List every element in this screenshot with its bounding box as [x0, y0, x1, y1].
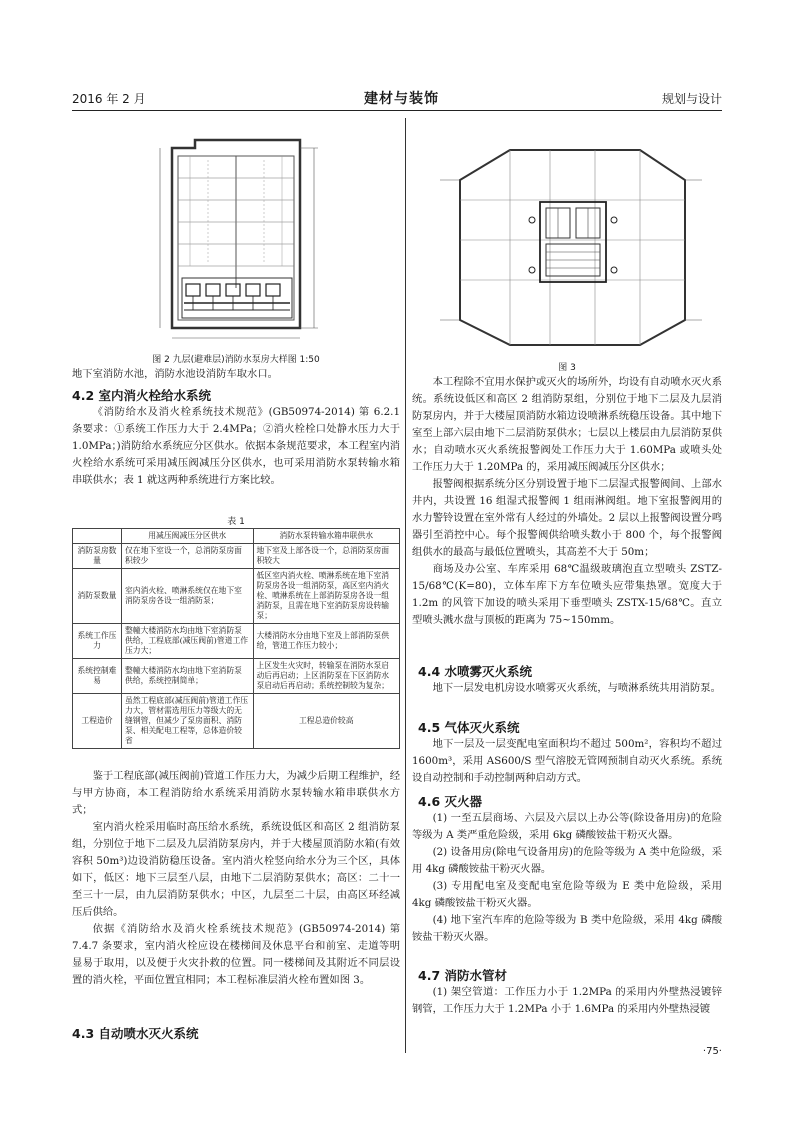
right-text-4-4	[412, 680, 722, 697]
table-corner	[73, 529, 122, 544]
paragraph: (3) 专用配电室及变配电室危险等级为 E 类中危险级，采用 4kg 磷酸铵盐干粉灭火器。	[412, 880, 722, 909]
table-1	[72, 528, 400, 749]
paragraph: (4) 地下室汽车库的危险等级为 B 类中危险级，采用 4kg 磷酸铵盐干粉灭火器。	[412, 914, 722, 943]
table-row	[73, 544, 400, 569]
table-row	[73, 694, 400, 749]
paragraph: (1) 架空管道：工作压力小于 1.2MPa 的采用内外壁热浸镀锌钢管，工作压力大于 1.2MPa 小于 1.6MPa 的采用内外壁热浸镀	[412, 986, 722, 1015]
section-heading-4-6: 4.6 灭火器	[418, 794, 482, 809]
table-cell: 大楼消防水分由地下室及上部消防泵供给，管道工作压力较小；	[253, 624, 400, 659]
figure-2-caption: 图 2 九层(避难层)消防水泵房大样图 1:50	[152, 355, 320, 365]
paragraph: 依据《消防给水及消火栓系统技术规范》(GB50974-2014) 第 7.4.7 条要求，室内消火栓应设在楼梯间及休息平台和前室、走道等明显易于取用，以及便于火灾扑救的位置。同一楼梯间及其附近不同层设置的消火栓，平面位置宜相同；本工程标准层消火栓布置如图 3。	[72, 923, 400, 986]
table-header-col1: 用减压阀减压分区供水	[122, 529, 254, 544]
left-text-after-table	[72, 768, 400, 989]
left-text-4-2	[72, 404, 400, 489]
table-cell: 工程总造价较高	[253, 694, 400, 749]
right-text-4-3	[412, 374, 722, 629]
paragraph: 本工程除不宜用水保护或灭火的场所外，均设有自动喷水灭火系统。系统设低区和高区 2 组消防泵组，分别位于地下二层及九层消防泵房内，并于大楼屋顶消防水箱边设喷淋系统稳压设备。其中地下室至上部六层由地下二层消防泵供水；七层以上楼层由九层消防泵供水；自动喷水灭火系统报警阀处工作压力大于 1.60MPa 或喷头处工作压力大于 1.20MPa 的，采用减压阀减压分区供水；	[412, 376, 722, 473]
paragraph: 地下室消防水池，消防水池设消防车取水口。	[72, 368, 278, 380]
table-cell: 整幢大楼消防水均由地下室消防泵供给，系统控制简单；	[122, 659, 254, 694]
right-text-4-7	[412, 984, 722, 1018]
right-text-4-5	[412, 736, 722, 787]
section-heading-4-4: 4.4 水喷雾灭火系统	[418, 664, 532, 679]
page-number: ·75·	[702, 1046, 722, 1057]
table-cell: 室内消火栓、喷淋系统仅在地下室消防泵房各设一组消防泵；	[122, 569, 254, 624]
table-row-label: 系统控制难易	[73, 659, 122, 694]
paragraph: 商场及办公室、车库采用 68℃温级玻璃泡直立型喷头 ZSTZ-15/68℃(K=80)，立体车库下方车位喷头应带集热罩。宽度大于 1.2m 的风管下加设的喷头采用下垂型喷头 ZSTX-15/68℃。直立型喷头溅水盘与顶板的距离为 75~150mm。	[412, 563, 722, 626]
table-cell: 虽然工程底部(减压阀前)管道工作压力大，管材需选用压力等级大的无缝钢管，但减少了泵房面积、消防泵、相关配电工程等，总体造价较省	[122, 694, 254, 749]
header-date: 2016 年 2 月	[72, 92, 146, 106]
paragraph: (2) 设备用房(除电气设备用房)的危险等级为 A 类中危险级，采用 4kg 磷酸铵盐干粉灭火器。	[412, 846, 722, 875]
right-text-4-6	[412, 810, 722, 946]
paragraph: (1) 一至五层商场、六层及六层以上办公等(除设备用房)的危险等级为 A 类严重危险级，采用 6kg 磷酸铵盐干粉灭火器。	[412, 812, 722, 841]
paragraph: 地下一层发电机房设水喷雾灭火系统，与喷淋系统共用消防泵。	[432, 682, 721, 694]
table-cell: 整幢大楼消防水均由地下室消防泵供给，工程底部(减压阀前)管道工作压力大；	[122, 624, 254, 659]
table-cell: 仅在地下室设一个，总消防泵房面积较少	[122, 544, 254, 569]
table-row	[73, 624, 400, 659]
column-divider	[405, 118, 406, 1053]
section-heading-4-3: 4.3 自动喷水灭火系统	[72, 1026, 199, 1041]
table-row	[73, 569, 400, 624]
paragraph: 报警阀根据系统分区分别设置于地下二层湿式报警阀间、上部水井内，共设置 16 组湿式报警阀 1 组雨淋阀组。地下室报警阀用的水力警铃设置在室外常有人经过的外墙处。2 层以上报警阀设置分鸣器引至消控中心。每个报警阀供给喷头数小于 800 个，每个报警阀组供水的最高与最低位置喷头，其高差不大于 50m；	[412, 478, 722, 558]
table-row	[73, 659, 400, 694]
paragraph: 地下一层及一层变配电室面积均不超过 500m²，容积均不超过 1600m³，采用 AS600/S 型气溶胶无管网预制自动灭火系统。系统设自动控制和手动控制两种启动方式。	[412, 738, 722, 784]
paragraph: 鉴于工程底部(减压阀前)管道工作压力大，为减少后期工程维护，经与甲方协商，本工程消防给水系统采用消防水泵转输水箱串联供水方式；	[72, 770, 400, 816]
section-heading-4-7: 4.7 消防水管材	[418, 968, 507, 983]
table-row-label: 消防泵数量	[73, 569, 122, 624]
table-row-label: 工程造价	[73, 694, 122, 749]
page-header	[72, 88, 722, 111]
table-1-caption: 表 1	[227, 517, 245, 527]
figure-3-floor-plan	[440, 140, 702, 352]
left-text-intro	[72, 366, 400, 383]
section-heading-4-5: 4.5 气体灭火系统	[418, 720, 520, 735]
figure-2-drawing	[150, 138, 325, 350]
table-row-label: 系统工作压力	[73, 624, 122, 659]
table-row-label: 消防泵房数量	[73, 544, 122, 569]
table-cell: 低区室内消火栓、喷淋系统在地下室消防泵房各设一组消防泵，高区室内消火栓、喷淋系统在上部消防泵房各设一组消防泵，且需在地下室消防泵房设转输泵；	[253, 569, 400, 624]
table-cell: 地下室及上部各设一个，总消防泵房面积较大	[253, 544, 400, 569]
header-section: 规划与设计	[661, 92, 722, 106]
figure-3-caption: 图 3	[558, 363, 576, 373]
paragraph: 《消防给水及消火栓系统技术规范》(GB50974-2014) 第 6.2.1 条要求：①系统工作压力大于 2.4MPa；②消火栓栓口处静水压力大于 1.0MPa；)消防给水系统应分区供水。依据本条规范要求，本工程室内消火栓给水系统可采用减压阀减压分区供水，也可采用消防水泵转输水箱串联供水；表 1 就这两种系统进行方案比较。	[72, 406, 400, 486]
table-header-col2: 消防水泵转输水箱串联供水	[253, 529, 400, 544]
section-heading-4-2: 4.2 室内消火栓给水系统	[72, 388, 211, 403]
paragraph: 室内消火栓采用临时高压给水系统，系统设低区和高区 2 组消防泵组，分别位于地下二层及九层消防泵房内，并于大楼屋顶消防水箱(有效容积 50m³)边设消防稳压设备。室内消火栓竖向给水分为三个区，具体如下，低区：地下三层至八层，由地下二层消防泵供水；高区：二十一至三十一层，由九层消防泵供水；中区，九层至二十层，由高区环经减压后供给。	[72, 821, 400, 918]
table-cell: 上区发生火灾时，转输泵在消防水泵启动后再启动；上区消防泵在下区消防水泵启动后再启动；系统控制较为复杂；	[253, 659, 400, 694]
header-journal: 建材与装饰	[364, 91, 439, 107]
